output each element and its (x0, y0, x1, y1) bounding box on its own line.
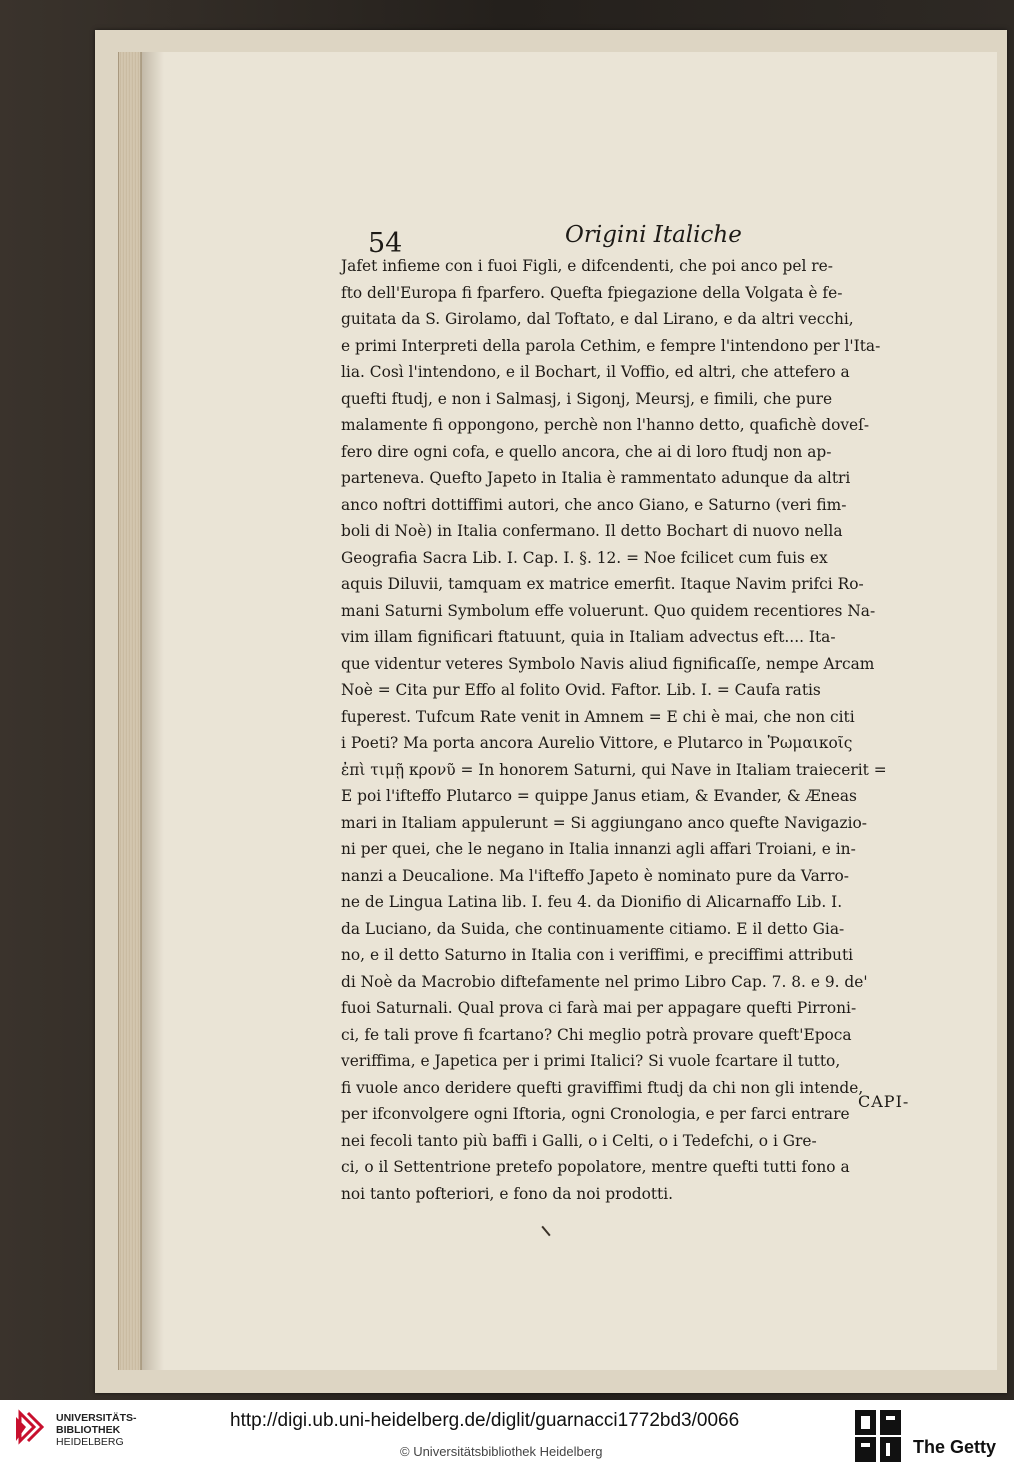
text-line: mari in Italiam appulerunt = Si aggiungano anco quefte Navigazio- (341, 813, 867, 832)
text-line: ne de Lingua Latina lib. I. feu 4. da Dionifio di Alicarnaffo Lib. I. (341, 893, 843, 911)
text-line: vim illam fignificari ftatuunt, quia in Italiam advectus eft.... Ita- (341, 628, 836, 646)
ub-heidelberg-logo-icon[interactable] (12, 1409, 48, 1445)
text-line: anco noftri dottiffimi autori, che anco Giano, e Saturno (veri fim- (341, 495, 847, 514)
gutter-shadow (140, 52, 164, 1370)
text-line: per ifconvolgere ogni Iftoria, ogni Cronologia, e per farci entrare (341, 1105, 850, 1123)
text-line: que videntur veteres Symbolo Navis aliud fignificaſſe, nempe Arcam (341, 654, 875, 673)
text-line: di Noè da Macrobio diftefamente nel primo Libro Cap. 7. 8. e 9. de' (341, 972, 868, 991)
text-line: malamente fi oppongono, perchè non l'hanno detto, quafichè doveſ- (341, 416, 870, 434)
text-line: fi vuole anco deridere quefti graviffimi ftudj da chi non gli intende, (341, 1078, 864, 1097)
text-line: Jafet infieme con i fuoi Figli, e difcendenti, che poi anco pel re- (341, 257, 833, 275)
text-line: fuperest. Tufcum Rate venit in Amnem = E chi è mai, che non citi (341, 707, 855, 726)
text-line: no, e il detto Saturno in Italia con i veriffimi, e preciffimi attributi (341, 946, 854, 964)
text-line: noi tanto pofteriori, e fono da noi prodotti. (341, 1184, 674, 1203)
text-line: nei fecoli tanto più baffi i Galli, o i Celti, o i Tedefchi, o i Gre- (341, 1131, 817, 1150)
library-city: HEIDELBERG (56, 1436, 124, 1448)
text-line: ci, o il Settentrione pretefo popolatore, mentre quefti tutti fono a (341, 1158, 850, 1176)
text-line: nanzi a Deucalione. Ma l'ifteffo Japeto è nominato pure da Varro- (341, 866, 849, 885)
text-line: lia. Così l'intendono, e il Bochart, il Voffio, ed altri, che attefero a (341, 363, 850, 381)
text-line: aquis Diluvii, tamquam ex matrice emerfit. Itaque Navim prifci Ro- (341, 575, 864, 593)
catchword: CAPI- (858, 1092, 910, 1111)
library-name-line-1: UNIVERSITÄTS- (56, 1412, 137, 1424)
text-line: E poi l'ifteffo Plutarco = quippe Janus etiam, & Evander, & Æneas (341, 787, 857, 805)
library-name-line-2: BIBLIOTHEK (56, 1424, 121, 1436)
text-line: ἐπὶ τιμῇ κρονῦ = In honorem Saturni, qui Nave in Italiam traiecerit = (341, 760, 887, 779)
text-line: e primi Interpreti della parola Cethim, e fempre l'intendono per l'Ita- (341, 336, 881, 355)
viewer-footer (0, 1400, 1014, 1472)
text-line: boli di Noè) in Italia confermano. Il detto Bochart di nuovo nella (341, 522, 843, 540)
text-line: guitata da S. Girolamo, dal Toftato, e dal Lirano, e da altri vecchi, (341, 310, 854, 328)
text-line: ni per quei, che le negano in Italia innanzi agli affari Troiani, e in- (341, 840, 856, 858)
text-line: ci, fe tali prove fi fcartano? Chi meglio potrà provare queft'Epoca (341, 1025, 852, 1044)
text-line: veriffima, e Japetica per i primi Italici? Si vuole fcartare il tutto, (341, 1052, 841, 1070)
page-number: 54 (368, 228, 403, 259)
text-line: fero dire ogni cofa, e quello ancora, che ai di loro ftudj non ap- (341, 442, 832, 461)
body-text (341, 253, 931, 1207)
text-line: quefti ftudj, e non i Salmasj, i Sigonj, Meursj, e fimili, che pure (341, 389, 833, 408)
permalink-url[interactable]: http://digi.ub.uni-heidelberg.de/diglit/guarnacci1772bd3/0066 (230, 1410, 740, 1431)
copyright-notice: © Universitätsbibliothek Heidelberg (400, 1444, 603, 1459)
text-line: Geografia Sacra Lib. I. Cap. I. §. 12. = Noe fcilicet cum fuis ex (341, 548, 828, 567)
text-line: parteneva. Quefto Japeto in Italia è rammentato adunque da altri (341, 469, 851, 487)
text-line: fto dell'Europa fi fparfero. Quefta fpiegazione della Volgata è fe- (341, 283, 843, 302)
text-line: da Luciano, da Suida, che continuamente citiamo. E il detto Gia- (341, 919, 845, 938)
partner-name: The Getty (913, 1437, 997, 1457)
text-line: i Poeti? Ma porta ancora Aurelio Vittore, e Plutarco in Ῥωμαικοῖς (341, 734, 853, 752)
text-line: fuoi Saturnali. Qual prova ci farà mai per appagare quefti Pirroni- (341, 999, 857, 1017)
running-head: Origini Italiche (565, 222, 742, 248)
library-name (56, 1412, 137, 1448)
getty-logo-icon[interactable] (855, 1410, 901, 1462)
text-line: mani Saturni Symbolum effe voluerunt. Quo quidem recentiores Na- (341, 601, 876, 620)
text-line: Noè = Cita pur Effo al folito Ovid. Faftor. Lib. I. = Caufa ratis (341, 681, 821, 699)
